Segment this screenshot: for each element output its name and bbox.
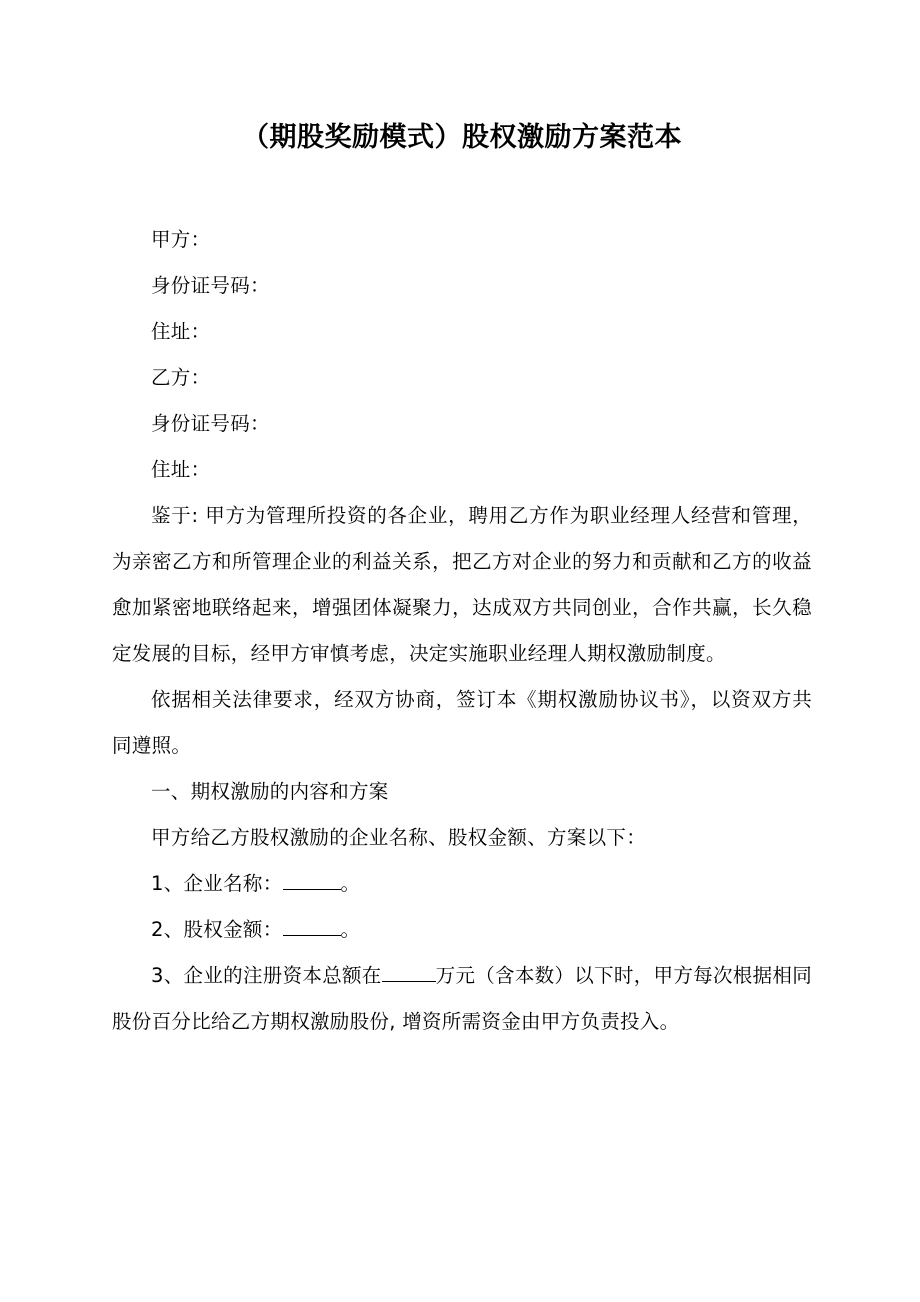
list-item-3-blank[interactable] xyxy=(382,962,436,982)
list-item-1 xyxy=(112,861,812,907)
list-item-1-label: 1、企业名称： xyxy=(151,872,283,895)
field-party-b: 乙方： xyxy=(151,366,211,389)
field-party-a: 甲方： xyxy=(151,228,211,251)
field-party-b-id: 身份证号码： xyxy=(151,412,270,435)
list-item-3-label: 3、企业的注册资本总额在 xyxy=(151,964,382,987)
list-item-2-suffix: 。 xyxy=(340,918,361,941)
heading-section-one: 一、期权激励的内容和方案 xyxy=(151,780,389,803)
list-item-3 xyxy=(112,953,812,1045)
field-party-b-address: 住址： xyxy=(151,458,211,481)
paragraph-section-one-intro: 甲方给乙方股权激励的企业名称、股权金额、方案以下： xyxy=(151,826,647,849)
list-item-3-suffix: 万元（含本数）以下时，甲方每次根据相同股份百分比给乙方期权激励股份, 增资所需资金由甲方负责投入。 xyxy=(112,964,812,1033)
field-party-a-address: 住址： xyxy=(151,320,211,343)
document-body xyxy=(112,0,812,1045)
list-item-2-label: 2、股权金额： xyxy=(151,918,283,941)
list-item-1-blank[interactable] xyxy=(283,870,341,890)
field-party-a-id: 身份证号码： xyxy=(151,274,270,297)
paragraph-legal-basis: 依据相关法律要求，经双方协商，签订本《期权激励协议书》，以资双方共同遵照。 xyxy=(112,688,812,757)
list-item-2 xyxy=(112,907,812,953)
page-title: （期股奖励模式）股权激励方案范本 xyxy=(242,122,682,153)
paragraph-recital: 鉴于: 甲方为管理所投资的各企业，聘用乙方作为职业经理人经营和管理，为亲密乙方和所管理企业的利益关系，把乙方对企业的努力和贡献和乙方的收益愈加紧密地联络起来，增强团体凝聚力，达成双方共同创业，合作共赢，长久稳定发展的目标，经甲方审慎考虑，决定实施职业经理人期权激励制度。 xyxy=(112,504,812,665)
list-item-2-blank[interactable] xyxy=(283,916,341,936)
list-item-1-suffix: 。 xyxy=(340,872,361,895)
